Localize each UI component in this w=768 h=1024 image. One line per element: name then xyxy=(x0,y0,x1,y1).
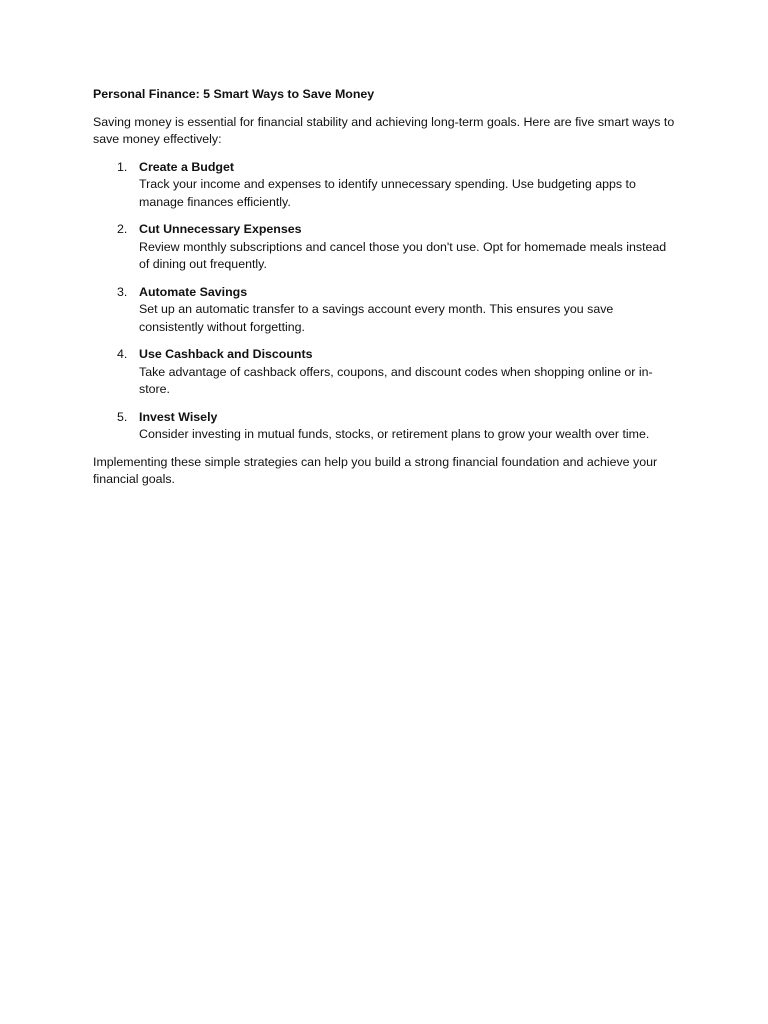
tip-heading: Use Cashback and Discounts xyxy=(139,347,313,361)
tip-description: Consider investing in mutual funds, stocks, or retirement plans to grow your wealth over time. xyxy=(139,427,650,441)
document-title: Personal Finance: 5 Smart Ways to Save Money xyxy=(93,87,375,101)
intro-paragraph: Saving money is essential for financial stability and achieving long-term goals. Here are five smart ways to save money effectively: xyxy=(93,114,675,146)
tip-description: Review monthly subscriptions and cancel those you don't use. Opt for homemade meals instead of dining out frequently. xyxy=(139,239,667,271)
tip-description: Track your income and expenses to identify unnecessary spending. Use budgeting apps to manage finances efficiently. xyxy=(139,177,636,209)
tip-description: Take advantage of cashback offers, coupons, and discount codes when shopping online or in-store. xyxy=(139,364,653,396)
list-item xyxy=(93,221,678,274)
list-item xyxy=(93,409,678,444)
list-number: 5. xyxy=(117,409,128,424)
list-number: 3. xyxy=(117,284,128,299)
list-number: 4. xyxy=(117,347,128,361)
list-item xyxy=(93,159,678,212)
tip-heading: Cut Unnecessary Expenses xyxy=(139,222,302,236)
tip-heading: Create a Budget xyxy=(139,159,235,174)
list-number: 1. xyxy=(117,159,128,174)
tips-list xyxy=(93,159,678,444)
list-item xyxy=(93,284,678,337)
tip-heading: Invest Wisely xyxy=(139,409,218,424)
document-page xyxy=(93,86,678,489)
list-number: 2. xyxy=(117,222,128,236)
conclusion-paragraph: Implementing these simple strategies can help you build a strong financial foundation and achieve your financial goals. xyxy=(93,454,658,486)
tip-heading: Automate Savings xyxy=(139,284,248,299)
tip-description: Set up an automatic transfer to a savings account every month. This ensures you save consistently without forgetting. xyxy=(139,302,614,334)
list-item xyxy=(93,346,678,399)
